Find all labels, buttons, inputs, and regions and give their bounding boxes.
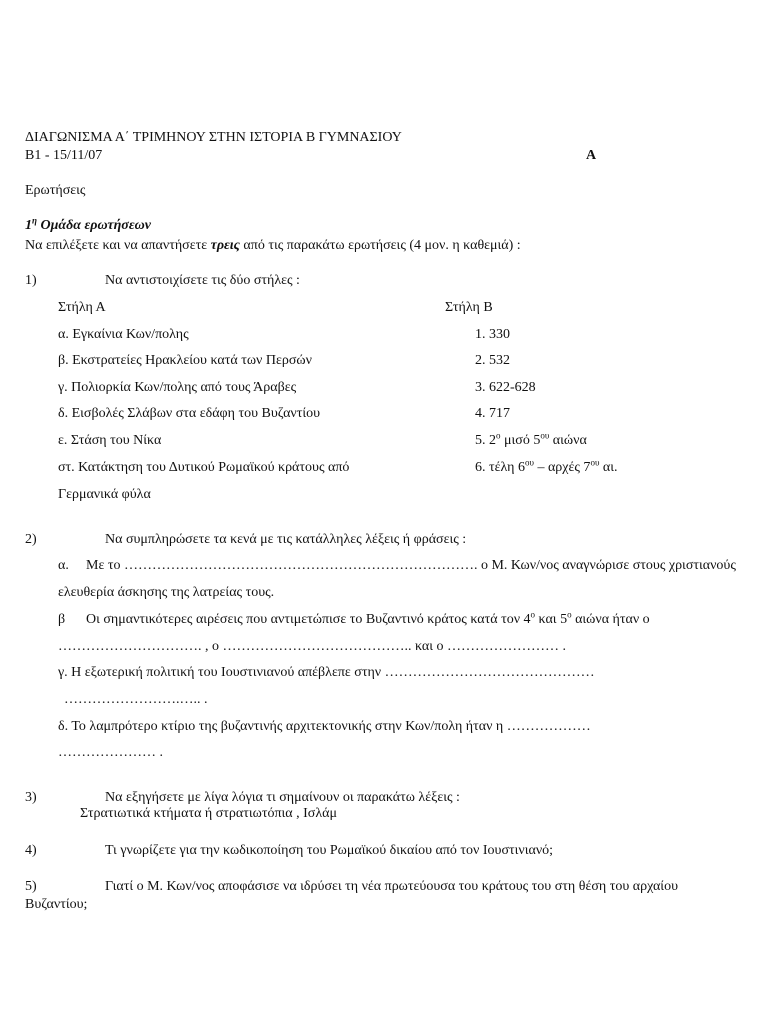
q3-number: 3) bbox=[25, 790, 37, 805]
column-b-item: 6. τέλη $6^{o\upsilon}$ – αρχές $7^{o\upsilon}$ αι. bbox=[475, 457, 618, 475]
q2b-label: β bbox=[58, 612, 66, 627]
q2c-fill-line: γ. Η εξωτερική πολιτική του Ιουστινιανού απέβλεπε στην ……………………………………… bbox=[58, 665, 595, 680]
q2b-fill-line: Οι σημαντικότερες αιρέσεις που αντιμετώπισε το Βυζαντινό κράτος κατά τον $4^o$ και $5^o$ αιώνα ήταν ο bbox=[86, 609, 650, 627]
q2d-fill-line-continued: ………………… . bbox=[58, 745, 163, 760]
column-b-item: 3. 622-628 bbox=[475, 380, 536, 395]
q2d-fill-line: δ. Το λαμπρότερο κτίριο της βυζαντινής αρχιτεκτονικής στην Κων/πολη ήταν η ……………… bbox=[58, 719, 591, 734]
column-b-item: 5. $2^o$ μισό $5^{o\upsilon}$ αιώνα bbox=[475, 430, 587, 448]
column-b-item: 1. 330 bbox=[475, 327, 510, 342]
column-a-item: α. Εγκαίνια Κων/πολης bbox=[58, 327, 189, 342]
column-a-item: δ. Εισβολές Σλάβων στα εδάφη του Βυζαντίου bbox=[58, 406, 321, 421]
column-b-item: 2. 532 bbox=[475, 353, 510, 368]
q2-text: Να συμπληρώσετε τα κενά με τις κατάλληλες λέξεις ή φράσεις : bbox=[105, 532, 467, 547]
column-b-header: Στήλη Β bbox=[445, 300, 493, 315]
exam-title: ΔΙΑΓΩΝΙΣΜΑ Α΄ ΤΡΙΜΗΝΟΥ ΣΤΗΝ ΙΣΤΟΡΙΑ Β ΓΥΜΝΑΣΙΟΥ bbox=[25, 130, 402, 145]
column-b-item: 4. 717 bbox=[475, 406, 510, 421]
q5-text: Γιατί ο Μ. Κων/νος αποφάσισε να ιδρύσει τη νέα πρωτεύουσα του κράτους του στη θέση του αρχαίου bbox=[105, 879, 679, 894]
q3-terms: Στρατιωτικά κτήματα ή στρατιωτόπια , Ισλάμ bbox=[80, 806, 337, 821]
q5-number: 5) bbox=[25, 879, 37, 894]
section-label: Ερωτήσεις bbox=[25, 183, 86, 198]
q2c-fill-line-continued: …………………….….. . bbox=[64, 692, 208, 707]
q2a-label: α. bbox=[58, 558, 69, 573]
group-instructions: Να επιλέξετε και να απαντήσετε τρεις από τις παρακάτω ερωτήσεις (4 μον. η καθεμιά) : bbox=[25, 238, 521, 253]
q1-text: Να αντιστοιχίσετε τις δύο στήλες : bbox=[105, 273, 300, 288]
column-a-item-continued: Γερμανικά φύλα bbox=[58, 487, 151, 502]
q2b-fill-line-continued: …………………………. , ο ………………………………….. και ο …………………… . bbox=[58, 639, 567, 654]
q1-number: 1) bbox=[25, 273, 37, 288]
column-a-item: ε. Στάση του Νίκα bbox=[58, 433, 162, 448]
exam-variant: Α bbox=[586, 148, 597, 163]
q3-text: Να εξηγήσετε με λίγα λόγια τι σημαίνουν οι παρακάτω λέξεις : bbox=[105, 790, 460, 805]
column-a-item: γ. Πολιορκία Κων/πολης από τους Άραβες bbox=[58, 380, 297, 395]
group-title: $1^\eta$ Ομάδα ερωτήσεων bbox=[25, 215, 151, 233]
column-a-header: Στήλη Α bbox=[58, 300, 106, 315]
q2a-fill-line-continued: ελευθερία άσκησης της λατρείας τους. bbox=[58, 585, 275, 600]
column-a-item: στ. Κατάκτηση του Δυτικού Ρωμαϊκού κράτους από bbox=[58, 460, 350, 475]
q5-text-continued: Βυζαντίου; bbox=[25, 897, 88, 912]
q4-text: Τι γνωρίζετε για την κωδικοποίηση του Ρωμαϊκού δικαίου από τον Ιουστινιανό; bbox=[105, 843, 554, 858]
column-a-item: β. Εκστρατείες Ηρακλείου κατά των Περσών bbox=[58, 353, 312, 368]
q2-number: 2) bbox=[25, 532, 37, 547]
q4-number: 4) bbox=[25, 843, 37, 858]
q2a-fill-line: Με το …………………………………………………………………. ο Μ. Κων/νος αναγνώρισε στους χριστιανούς bbox=[86, 558, 736, 573]
class-date: Β1 - 15/11/07 bbox=[25, 148, 103, 163]
